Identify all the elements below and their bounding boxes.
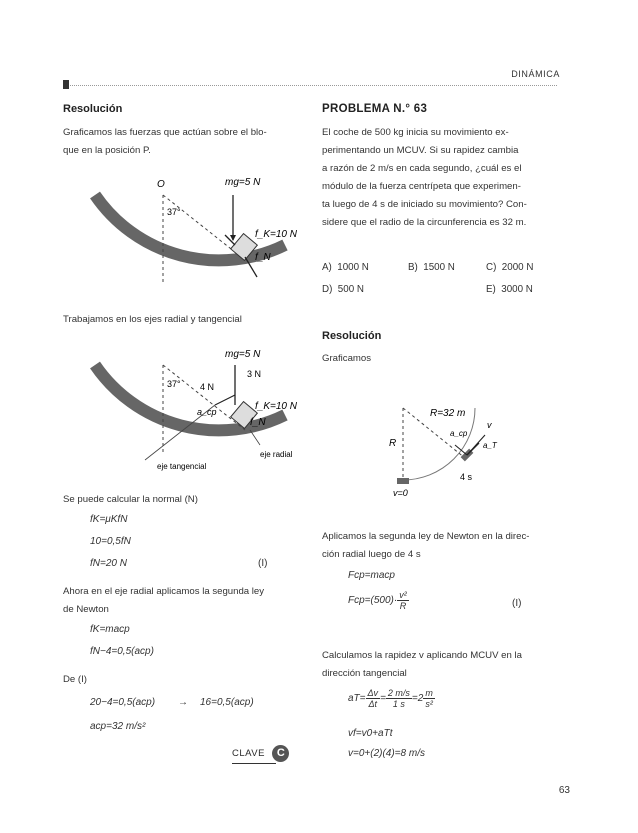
left-heading: Resolución: [63, 103, 123, 115]
option-e: E) 3000 N: [486, 284, 533, 295]
left-para-3: Se puede calcular la normal (N): [63, 494, 198, 505]
left-intro-1: Graficamos las fuerzas que actúan sobre el blo-: [63, 127, 267, 138]
statement-2: perimentando un MCUV. Si su rapidez cambia: [322, 145, 519, 156]
acp-arrow-3: [455, 445, 467, 455]
left-eq-2: 10=0,5fN: [90, 536, 131, 547]
option-d: D) 500 N: [322, 284, 364, 295]
right-eq-1: Fcp=macp: [348, 570, 395, 581]
left-eq-1: fK=μKfN: [90, 514, 128, 525]
at-label: a_T: [483, 441, 497, 450]
weight-label: mg=5 N: [225, 177, 261, 188]
option-b: B) 1500 N: [408, 262, 455, 273]
left-eq-6-arrow: →: [178, 697, 188, 708]
left-para-2: Trabajamos en los ejes radial y tangencial: [63, 314, 242, 325]
left-para-4-2: de Newton: [63, 604, 109, 615]
angle-label: 37°: [167, 207, 181, 217]
section-title: DINÁMICA: [511, 69, 560, 79]
acp-arrow: [215, 395, 235, 405]
right-graficamos: Graficamos: [322, 353, 372, 364]
left-para-4-1: Ahora en el eje radial aplicamos la segunda ley: [63, 586, 265, 597]
right-eq-3: aT= $\frac{\Delta v}{\Delta t}$ = $\frac{2 m/s}{1 s}$ =2 $\frac{m}{\text{s²}}$: [348, 688, 433, 709]
left-para-5: De (I): [63, 674, 87, 685]
statement-1: El coche de 500 kg inicia su movimiento ex-: [322, 127, 509, 138]
radial-axis-label: eje radial: [260, 450, 293, 459]
r-side-label: R: [389, 438, 397, 449]
comp3-label: 3 N: [247, 369, 262, 379]
right-mcuv-1: Calculamos la rapidez v aplicando MCUV en la: [322, 650, 522, 661]
clave-label: CLAVE: [232, 748, 265, 759]
left-eq-4: fK=macp: [90, 624, 130, 635]
page-number: 63: [558, 785, 570, 796]
comp4-label: 4 N: [200, 382, 215, 392]
clave-answer: C: [272, 745, 289, 762]
problem-title: PROBLEMA N.° 63: [322, 103, 428, 115]
header-marker: [63, 80, 69, 89]
statement-3: a razón de 2 m/s en cada segundo, ¿cuál es el: [322, 163, 522, 174]
clave-underline: [232, 763, 276, 764]
option-a: A) 1000 N: [322, 262, 369, 273]
right-newton-2: ción radial luego de 4 s: [322, 549, 421, 560]
normal-label-2: f_N: [250, 417, 266, 428]
right-eq-2: Fcp=(500)· $\frac{\text{v²}}{R}$: [348, 590, 407, 611]
right-heading: Resolución: [322, 330, 382, 342]
clave-box: [232, 743, 289, 764]
angle-label-2: 37°: [167, 379, 181, 389]
left-eq-3: fN=20 N: [90, 558, 127, 569]
statement-6: sidere que el radio de la circunferencia es 32 m.: [322, 217, 527, 228]
r-top-label: R=32 m: [430, 408, 466, 419]
o-label: O: [157, 179, 165, 190]
right-mcuv-2: dirección tangencial: [322, 668, 407, 679]
car-start: [397, 478, 409, 484]
left-eq-3-tag: (I): [258, 558, 268, 569]
track-arc: [95, 195, 285, 260]
normal-label: f_N: [255, 252, 271, 263]
radial-axis: [250, 430, 260, 445]
left-eq-6a: 20−4=0,5(acp): [90, 697, 156, 708]
acp-label: a_cp: [197, 407, 217, 417]
header-rule: [70, 85, 557, 86]
tangential-axis-label: eje tangencial: [157, 462, 207, 471]
diagram-car-circle: [375, 380, 515, 500]
right-newton-1: Aplicamos la segunda ley de Newton en la direc-: [322, 531, 530, 542]
diagram-radial-tangential: [85, 345, 315, 475]
time-label: 4 s: [460, 472, 473, 482]
friction-label-2: f_K=10 N: [255, 401, 297, 412]
statement-4: módulo de la fuerza centrípeta que experimen-: [322, 181, 521, 192]
v0-label: v=0: [393, 488, 408, 498]
diagram-forces-p: [85, 165, 300, 315]
left-eq-5: fN−4=0,5(acp): [90, 646, 154, 657]
right-eq-2-tag: (I): [512, 598, 522, 609]
friction-label: f_K=10 N: [255, 229, 297, 240]
right-eq-5: v=0+(2)(4)=8 m/s: [348, 748, 425, 759]
left-intro-2: que en la posición P.: [63, 145, 151, 156]
left-eq-7: acp=32 m/s²: [90, 721, 146, 732]
acp-label-3: a_cp: [450, 429, 468, 438]
statement-5: ta luego de 4 s de iniciado su movimiento? Con-: [322, 199, 527, 210]
right-eq-4: vf=v0+aTt: [348, 728, 393, 739]
left-eq-6b: 16=0,5(acp): [200, 697, 254, 708]
option-c: C) 2000 N: [486, 262, 534, 273]
weight-label-2: mg=5 N: [225, 349, 261, 360]
v-label: v: [487, 420, 492, 430]
